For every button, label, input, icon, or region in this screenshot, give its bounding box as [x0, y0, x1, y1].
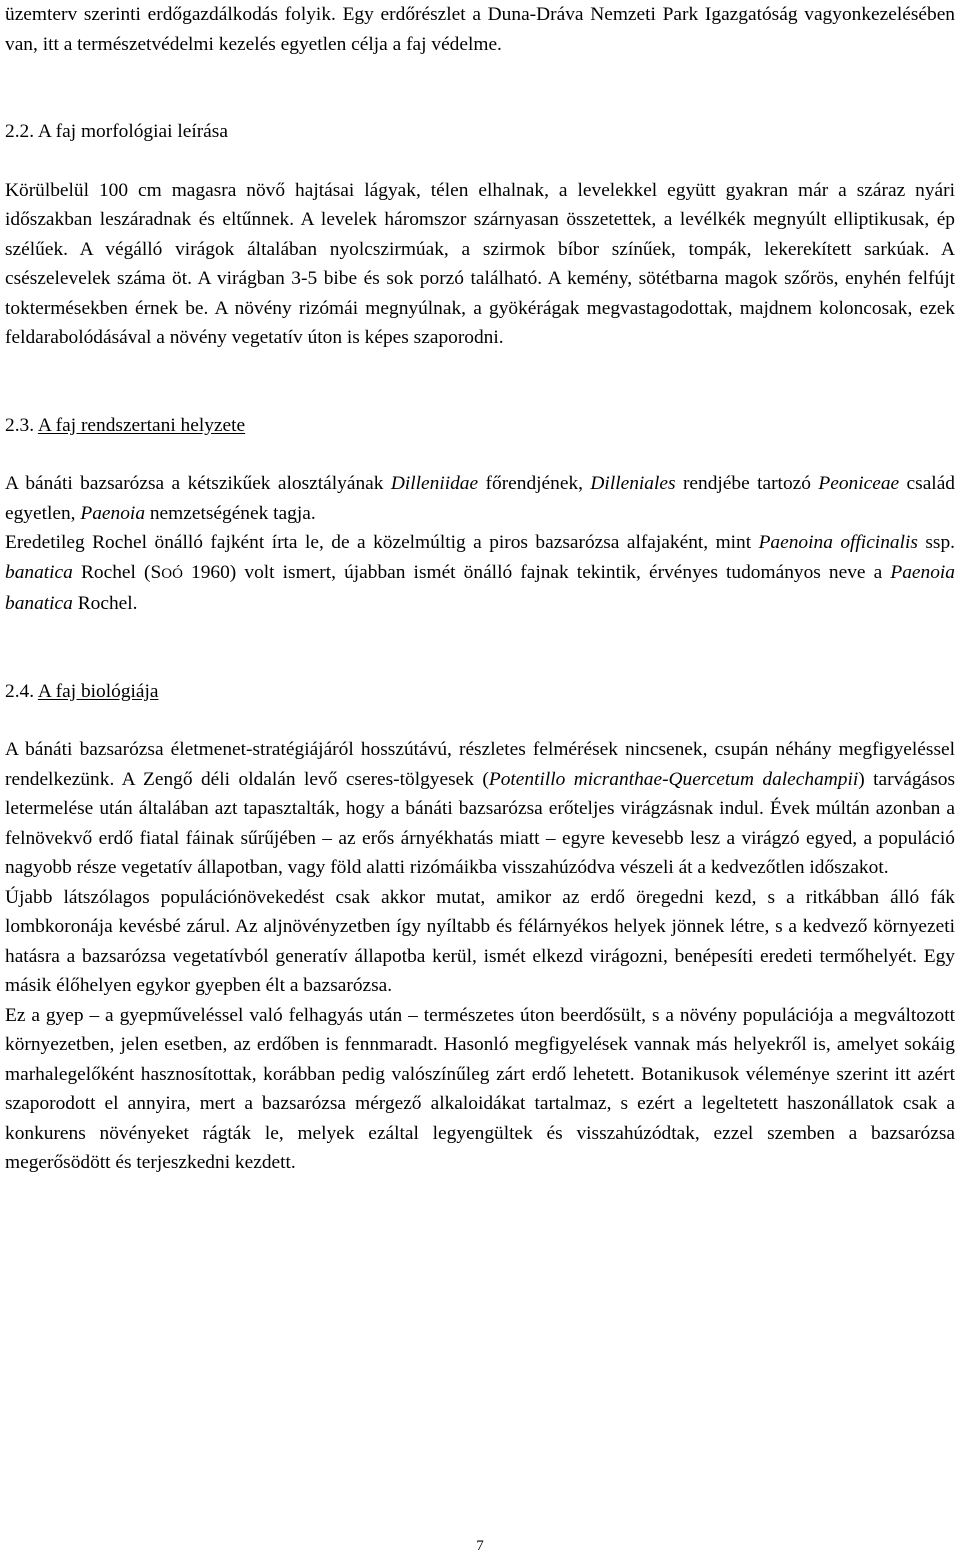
taxon-name: banatica: [5, 561, 73, 583]
section-number: 2.4.: [5, 680, 35, 702]
spacer: [5, 619, 955, 677]
biology-paragraph-3: Ez a gyep – a gyepműveléssel való felhagyás után – természetes úton beerdősült, s a növény populációja a megváltozott környezetben, jelen esetben, az erdőben is fennmaradt. Hasonló megfigyelések vannak más helyekről is, amelyet sokáig marhalegelőként hasznosítottak, korábban pedig valószínűleg zárt erdő lehetett. Botanikusok véleménye szerint itt azért szaporodott el annyira, mert a bazsarózsa mérgező alkaloidákat tartalmaz, s ezért a legeltetett haszonállatok csak a konkurens növényeket rágták le, melyek ezáltal legyengültek és visszahúzódtak, ezzel szemben a bazsarózsa megerősödött és terjeszkedni kezdett.: [5, 1004, 955, 1173]
section-heading-2-2: [5, 117, 955, 147]
taxon-name: Potentillo micranthae-Quercetum dalechampii: [488, 768, 859, 790]
section-title: A faj rendszertani helyzete: [37, 414, 246, 436]
taxon-name: Paenoina officinalis: [758, 532, 918, 553]
taxon-name: Peoniceae: [818, 473, 900, 494]
document-page: [5, 0, 955, 1178]
taxon-name: Dilleniidae: [390, 473, 479, 494]
page-number: 7: [476, 1538, 484, 1554]
taxon-name: Paenoia banatica: [5, 561, 955, 614]
biology-paragraph-2: Újabb látszólagos populációnövekedést csak akkor mutat, amikor az erdő öregedni kezd, s a ritkábban álló fák lombkoronája kevésbé zárul. Az aljnövényzetben így nyíltabb és félárnyékos helyek jönnek létre, s a kedvező környezeti hatásra a bazsarózsa vegetatívból generatív állapotba kerül, ismét elkezd virágozni, benépesíti eredeti termőhelyét. Egy másik élőhelyen egykor gyepben élt a bazsarózsa.: [5, 886, 955, 996]
section-number: 2.3.: [5, 414, 35, 436]
taxon-name: Dilleniales: [590, 473, 676, 494]
taxonomy-paragraph-1: A bánáti bazsarózsa a kétszikűek alosztályának Dilleniidae főrendjének, Dilleniales rendjébe tartozó Peoniceae család egyetlen, Paenoia nemzetségének tagja.: [5, 473, 955, 524]
spacer: [5, 147, 955, 176]
biology-paragraph-1: A bánáti bazsarózsa életmenet-stratégiájáról hosszútávú, részletes felmérések nincsenek, csupán néhány megfigyeléssel rendelkezünk. A Zengő déli oldalán levő cseres-tölgyesek (Potentillo micranthae-Quercetum dalechampii) tarvágásos letermelése után általában azt tapasztalták, hogy a bánáti bazsarózsa erőteljes virágzásnak indul. Évek múltán azonban a felnövekvő erdő fiatal fáinak sűrűjében – az erős árnyékhatás miatt – egyre kevesebb lesz a virágzó egyed, a populáció nagyobb része vegetatív állapotban, vagy föld alatti rizómáikba visszahúzódva vészeli át a kedvezőtlen időszakot.: [5, 739, 955, 878]
morphology-paragraph: Körülbelül 100 cm magasra növő hajtásai lágyak, télen elhalnak, a levelekkel együtt gyakran már a száraz nyári időszakban leszáradnak és eltűnnek. A levelek háromszor szárnyasan összetettek, a levélkék megnyúlt elliptikusak, ép szélűek. A végálló virágok általában nyolcszirmúak, a szirmok bíbor színűek, tompák, lekerekített sarkúak. A csészelevelek száma öt. A virágban 3-5 bibe és sok porzó található. A kemény, sötétbarna magok szőrös, enyhén felfújt toktermésekben érnek be. A növény rizómái megnyúlnak, a gyökérágak megvastagodottak, majdnem koloncosak, ezek feldarabolódásával a növény vegetatív úton is képes szaporodni.: [5, 179, 955, 348]
section-number: 2.2.: [5, 121, 35, 142]
spacer: [5, 59, 955, 117]
taxon-name: Paenoia: [80, 502, 146, 524]
spacer: [5, 706, 955, 735]
section-title: A faj biológiája: [37, 680, 159, 702]
section-heading-2-4: [5, 677, 955, 707]
spacer: [5, 353, 955, 411]
section-heading-2-3: [5, 411, 955, 441]
intro-paragraph: üzemterv szerinti erdőgazdálkodás folyik. Egy erdőrészlet a Duna-Dráva Nemzeti Park Igazgatóság vagyonkezelésében van, itt a természetvédelmi kezelés egyetlen célja a faj védelme.: [5, 4, 955, 55]
spacer: [5, 440, 955, 469]
taxonomy-paragraph-2: Eredetileg Rochel önálló fajként írta le, de a közelmúltig a piros bazsarózsa alfajaként, mint Paenoina officinalis ssp. banatica Rochel (SOÓ 1960) volt ismert, újabban ismét önálló fajnak tekintik, érvényes tudományos neve a Paenoia banatica Rochel.: [5, 532, 955, 614]
section-title: A faj morfológiai leírása: [37, 121, 228, 142]
citation-small-caps: OÓ: [161, 565, 183, 582]
